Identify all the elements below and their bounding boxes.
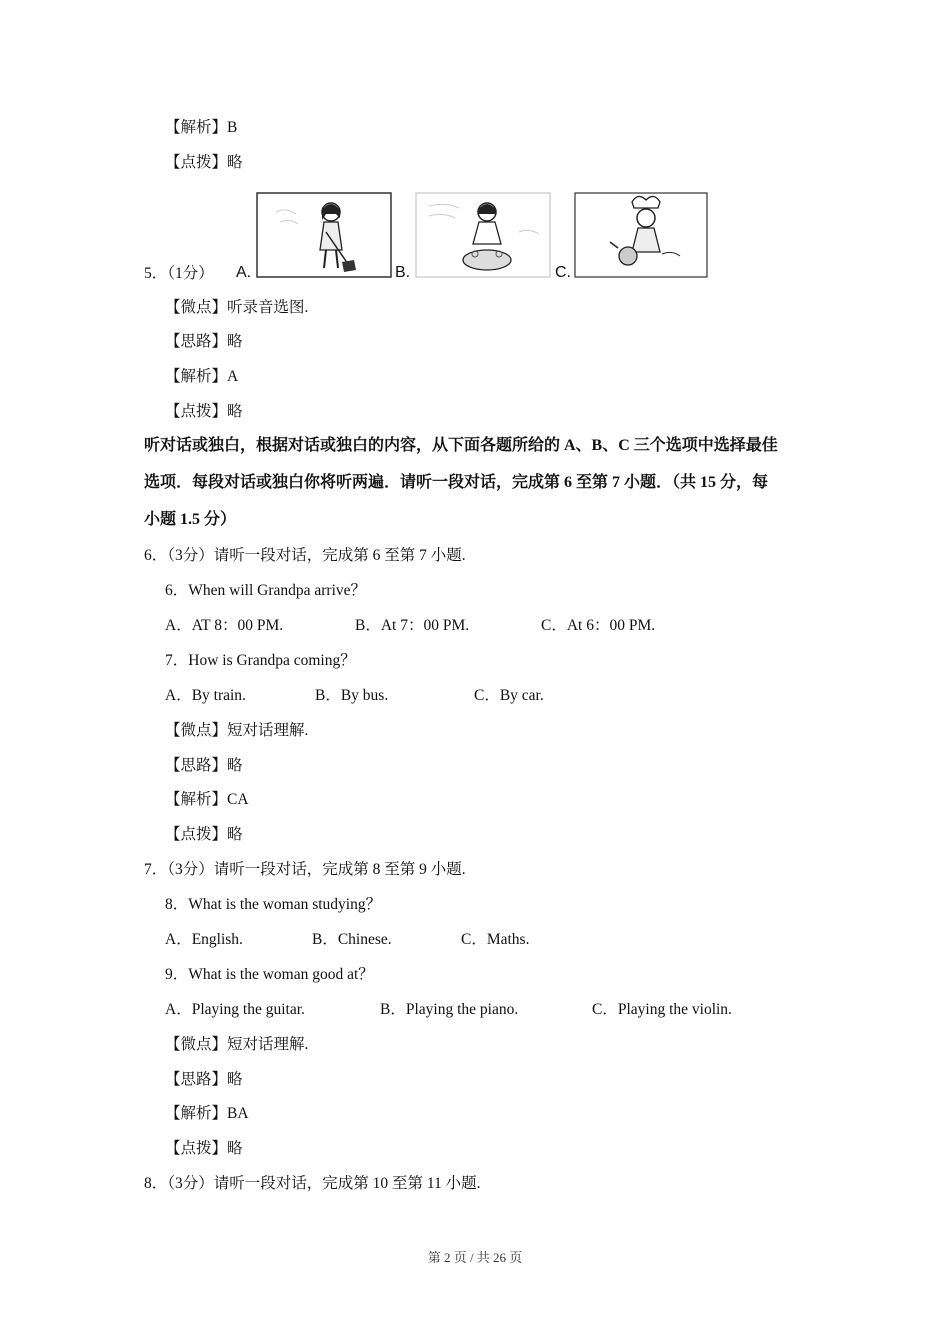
q4-tip: 【点拨】略 [165,154,243,171]
q7-number: 7．（3分）请听一段对话，完成第 8 至第 9 小题. [144,861,466,878]
option-b: B．By bus. [315,687,389,704]
q6-sub2-question: 7．How is Grandpa coming？ [165,652,356,669]
q5-option-c-label: C. [555,264,571,281]
option-a: A．Playing the guitar. [165,1001,305,1018]
option-a: A．English. [165,931,243,948]
q5-analysis: 【解析】A [165,368,239,385]
q7-tip: 【点拨】略 [165,1140,243,1157]
q4-analysis: 【解析】B [165,119,238,136]
girl-washing-clothes-picture [415,192,551,278]
option-c: C．Maths. [461,931,530,948]
girl-cooking-picture [574,192,708,278]
option-b: B．At 7：00 PM. [355,617,470,634]
q6-analysis: 【解析】CA [165,791,249,808]
q7-approach: 【思路】略 [165,1071,243,1088]
section-instructions-line-1: 听对话或独白，根据对话或独白的内容，从下面各题所给的 A、B、C 三个选项中选择最佳 [144,437,778,454]
q8-number: 8．（3分）请听一段对话，完成第 10 至第 11 小题. [144,1175,481,1192]
q7-micro-point: 【微点】短对话理解. [165,1036,309,1053]
option-b: B．Chinese. [312,931,392,948]
q6-micro-point: 【微点】短对话理解. [165,722,309,739]
q5-approach: 【思路】略 [165,333,243,350]
option-c: C．Playing the violin. [592,1001,732,1018]
q5-micro-point: 【微点】听录音选图. [165,299,309,316]
option-a: A．By train. [165,687,246,704]
q6-number: 6．（3分）请听一段对话，完成第 6 至第 7 小题. [144,547,466,564]
girl-sweeping-floor-picture [256,192,392,278]
q6-approach: 【思路】略 [165,757,243,774]
q6-tip: 【点拨】略 [165,826,243,843]
q5-option-b-label: B. [395,264,411,281]
option-b: B．Playing the piano. [380,1001,519,1018]
q5-number: 5．（1分） [144,265,214,282]
q5-tip: 【点拨】略 [165,403,243,420]
option-c: C．By car. [474,687,544,704]
section-instructions-line-2: 选项．每段对话或独白你将听两遍．请听一段对话，完成第 6 至第 7 小题．（共 15 分，每 [144,474,769,491]
q7-sub1-question: 8．What is the woman studying？ [165,896,382,913]
q7-analysis: 【解析】BA [165,1105,249,1122]
q5-option-a-label: A. [236,264,252,281]
option-c: C．At 6：00 PM. [541,617,656,634]
page-footer: 第 2 页 / 共 26 页 [427,1250,523,1265]
section-instructions-line-3: 小题 1.5 分） [144,511,237,528]
q6-sub1-question: 6．When will Grandpa arrive？ [165,582,367,599]
option-a: A．AT 8：00 PM. [165,617,284,634]
q7-sub2-question: 9．What is the woman good at？ [165,966,374,983]
